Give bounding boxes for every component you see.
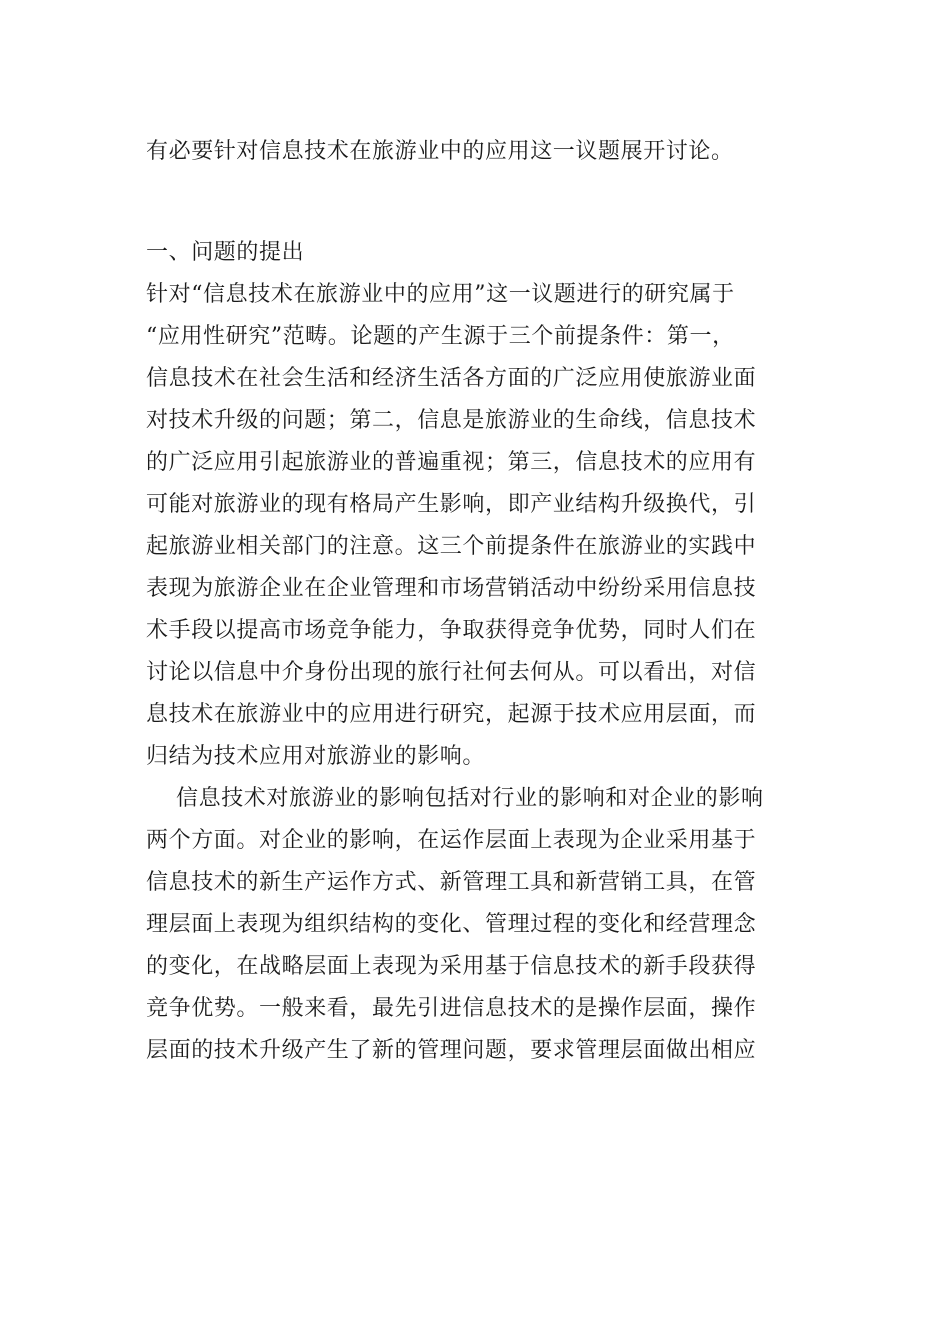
paragraph-1-line: 针对“信息技术在旅游业中的应用”这一议题进行的研究属于 — [146, 282, 735, 307]
section-block — [146, 232, 808, 1072]
section-heading: 一、问题的提出 — [146, 240, 305, 265]
paragraph-2-line: 信息技术对旅游业的影响包括对行业的影响和对企业的影响 — [176, 786, 764, 811]
paragraph-1-line: 术手段以提高市场竞争能力，争取获得竞争优势，同时人们在 — [146, 618, 757, 643]
paragraph-1-line: 归结为技术应用对旅游业的影响。 — [146, 744, 486, 769]
paragraph-2-line: 的变化，在战略层面上表现为采用基于信息技术的新手段获得 — [146, 954, 757, 979]
paragraph-2-line: 信息技术的新生产运作方式、新管理工具和新营销工具，在管 — [146, 870, 757, 895]
paragraph-2 — [146, 778, 808, 1072]
paragraph-2-line: 理层面上表现为组织结构的变化、管理过程的变化和经营理念 — [146, 912, 757, 937]
paragraph-1-line: “应用性研究”范畴。论题的产生源于三个前提条件：第一， — [146, 324, 735, 349]
paragraph-1-line: 对技术升级的问题；第二，信息是旅游业的生命线，信息技术 — [146, 408, 757, 433]
paragraph-2-line: 层面的技术升级产生了新的管理问题，要求管理层面做出相应 — [146, 1038, 757, 1063]
paragraph-1-line: 可能对旅游业的现有格局产生影响，即产业结构升级换代，引 — [146, 492, 757, 517]
opening-line-block — [146, 131, 808, 173]
paragraph-1-line: 信息技术在社会生活和经济生活各方面的广泛应用使旅游业面 — [146, 366, 757, 391]
paragraph-1-line: 起旅游业相关部门的注意。这三个前提条件在旅游业的实践中 — [146, 534, 757, 559]
paragraph-1 — [146, 274, 808, 778]
paragraph-2-line: 两个方面。对企业的影响，在运作层面上表现为企业采用基于 — [146, 828, 757, 853]
opening-line: 有必要针对信息技术在旅游业中的应用这一议题展开讨论。 — [146, 139, 734, 164]
paragraph-1-line: 表现为旅游企业在企业管理和市场营销活动中纷纷采用信息技 — [146, 576, 757, 601]
paragraph-2-line: 竞争优势。一般来看，最先引进信息技术的是操作层面，操作 — [146, 996, 757, 1021]
paragraph-1-line: 讨论以信息中介身份出现的旅行社何去何从。可以看出，对信 — [146, 660, 757, 685]
paragraph-1-line: 的广泛应用引起旅游业的普遍重视；第三，信息技术的应用有 — [146, 450, 757, 475]
paragraph-1-line: 息技术在旅游业中的应用进行研究，起源于技术应用层面，而 — [146, 702, 757, 727]
